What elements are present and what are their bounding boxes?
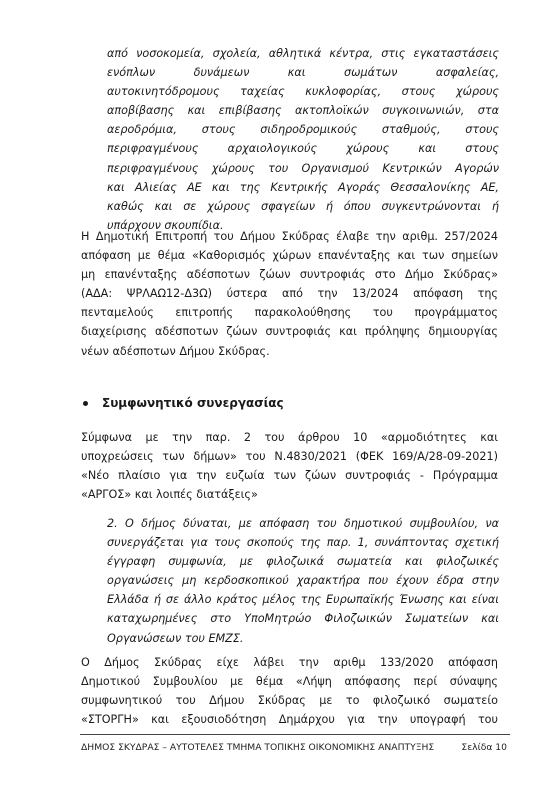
footer-department: ΔΗΜΟΣ ΣΚΥΔΡΑΣ – ΑΥΤΟΤΕΛΕΣ ΤΜΗΜΑ ΤΟΠΙΚΗΣ ΟΙΚΟΝΟΜΙΚΗΣ ΑΝΑΠΤΥΞΗΣ [81, 742, 435, 753]
text-line: πενταμελούς επιτροπής παρακολούθησης του προγράμματος [81, 306, 498, 320]
text-line: αυτοκινητόδρομους ταχείας κυκλοφορίας, στους χώρους [107, 85, 499, 99]
section-heading [83, 396, 284, 410]
text-line: περιφραγμένους χώρους του Οργανισμού Κεντρικών Αγορών [107, 161, 499, 175]
page-number: Σελίδα 10 [461, 742, 507, 753]
text-line: Ο Δήμος Σκύδρας είχε λάβει την αριθμ 133/2020 απόφαση [81, 656, 498, 669]
text-line: νέων αδέσποτων Δήμου Σκύδρας. [81, 344, 270, 358]
text-line: (ΑΔΑ: ΨΡΛΑΩ12-Δ3Ω) ύστερα από την 13/2024 απόφαση της [81, 287, 498, 301]
text-line: Δημοτικού Συμβουλίου με θέμα «Λήψη απόφασης περί σύναψης [81, 675, 498, 689]
text-line: καταχωρημένες στο ΥποΜητρώο Φιλοζωικών Σωματείων και [107, 612, 499, 626]
text-line: περιφραγμένους αρχαιολογικούς χώρους και στους [107, 142, 499, 156]
quote-block-2 [107, 514, 499, 648]
quote-block-1 [107, 44, 499, 235]
section-heading-text: Συμφωνητικό συνεργασίας [102, 396, 284, 410]
text-line: υπάρχουν σκουπίδια. [107, 218, 224, 232]
text-line: οργανώσεις μη κερδοσκοπικού χαρακτήρα που έχουν έδρα στην [107, 574, 499, 588]
page-footer [81, 742, 507, 753]
text-line: απόφαση με θέμα «Καθορισμός χώρων επανένταξης και των σημείων [81, 249, 498, 263]
text-line: και Αλιείας ΑΕ και της Κεντρικής Αγοράς Θεσσαλονίκης ΑΕ, [107, 180, 499, 194]
text-line: αποβίβασης και επιβίβασης ακτοπλοϊκών συγκοινωνιών, στα [107, 104, 499, 118]
text-line: μη επανένταξης αδέσποτων ζώων συντροφιάς στο Δήμο Σκύδρας» [81, 268, 498, 282]
text-line: «Νέο πλαίσιο για την ευζωία των ζώων συντροφιάς - Πρόγραμμα [81, 469, 498, 483]
paragraph-decision-133 [81, 653, 498, 729]
text-line: Ελλάδα ή σε άλλο κράτος μέλος της Ευρωπαϊκής Ένωσης και είναι [107, 593, 499, 607]
text-line: Σύμφωνα με την παρ. 2 του άρθρου 10 «αρμοδιότητες και [81, 431, 498, 444]
footer-divider [80, 734, 510, 735]
text-line: υποχρεώσεις των δήμων» του Ν.4830/2021 (ΦΕΚ 169/Α/28-09-2021) [81, 450, 498, 464]
text-line: συμφωνητικού του Δήμου Σκύδρας με το φιλοζωικό σωματείο [81, 694, 498, 708]
text-line: αεροδρόμια, στους σιδηροδρομικούς σταθμούς, στους [107, 123, 499, 137]
text-line: από νοσοκομεία, σχολεία, αθλητικά κέντρα, στις εγκαταστάσεις [107, 47, 499, 60]
text-line: έγγραφη συμφωνία, με φιλοζωικά σωματεία και φιλοζωικές [107, 555, 499, 569]
text-line: «ΑΡΓΟΣ» και λοιπές διατάξεις» [81, 488, 258, 502]
paragraph-decision-257 [81, 227, 498, 361]
bullet-icon [83, 401, 88, 406]
text-line: «ΣΤΟΡΓΗ» και εξουσιοδότηση Δημάρχου για την υπογραφή του [81, 713, 498, 727]
text-line: Η Δημοτική Επιτροπή του Δήμου Σκύδρας έλαβε την αριθμ. 257/2024 [81, 230, 498, 243]
text-line: ενόπλων δυνάμεων και σωμάτων ασφαλείας, [107, 66, 499, 80]
text-line: συνεργάζεται για τους σκοπούς της παρ. 1, συνάπτοντας σχετική [107, 536, 499, 550]
text-line: 2. Ο δήμος δύναται, με απόφαση του δημοτικού συμβουλίου, να [107, 517, 499, 530]
text-line: καθώς και σε χώρους σφαγείων ή όπου συγκεντρώνονται ή [107, 199, 499, 213]
paragraph-law-reference [81, 428, 498, 504]
text-line: διαχείρισης αδέσποτων ζώων συντροφιάς και πρόληψης δημιουργίας [81, 325, 498, 339]
text-line: Οργανώσεων του ΕΜΖΣ. [107, 631, 244, 645]
